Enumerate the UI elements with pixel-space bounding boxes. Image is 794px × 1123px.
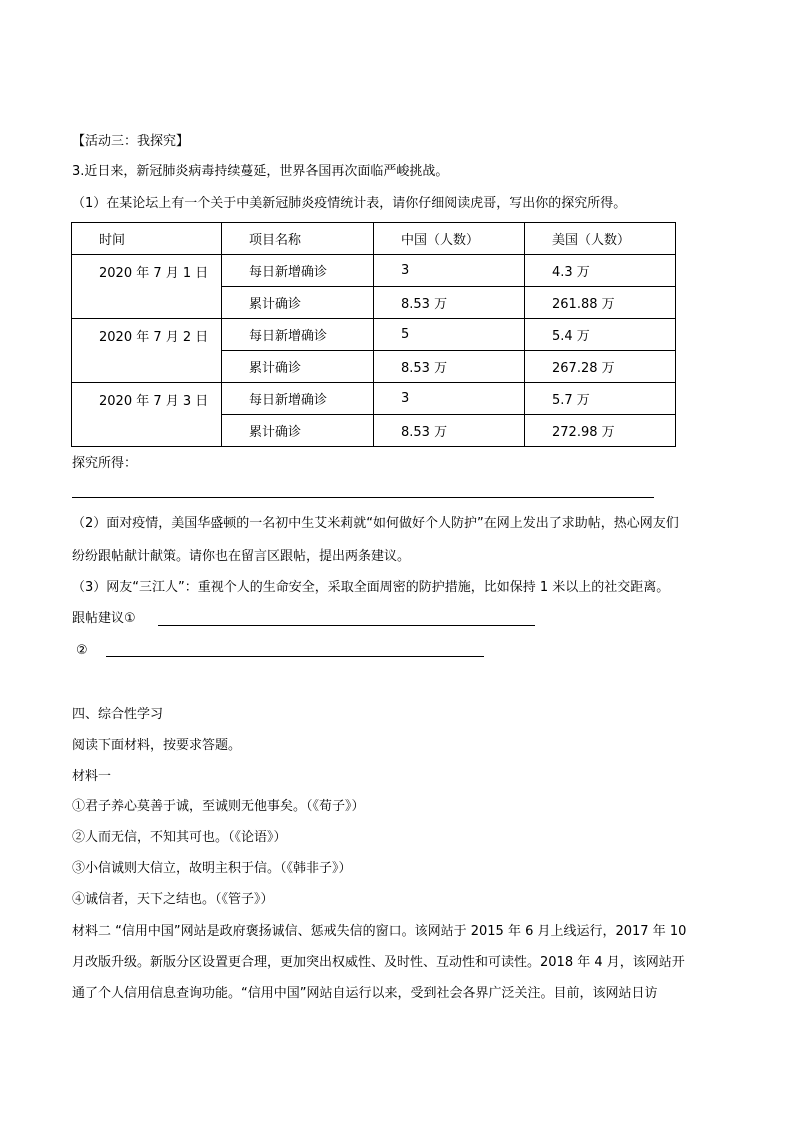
usa-cell: 267.28 万	[525, 351, 676, 383]
usa-cell: 272.98 万	[525, 415, 676, 447]
follow-suggestion-label: 跟帖建议①	[72, 611, 136, 626]
china-cell: 8.53 万	[374, 287, 525, 319]
header-item: 项目名称	[222, 223, 374, 255]
date-cell: 2020 年 7 月 1 日	[72, 255, 222, 319]
china-cell: 3	[374, 255, 525, 287]
suggestion-1-answer-line[interactable]	[158, 625, 535, 626]
china-cell: 8.53 万	[374, 415, 525, 447]
usa-cell: 5.4 万	[525, 319, 676, 351]
suggestion-2-answer-line[interactable]	[106, 656, 484, 657]
table-header-row	[72, 223, 676, 255]
epidemic-stats-table	[71, 222, 676, 447]
item-cell: 每日新增确诊	[222, 383, 374, 415]
quote-2: ②人而无信，不知其可也。（《论语》）	[72, 830, 287, 845]
date-cell: 2020 年 7 月 3 日	[72, 383, 222, 447]
question-3-part-2-line-2: 纷纷跟帖献计献策。请你也在留言区跟帖，提出两条建议。	[72, 549, 411, 564]
item-cell: 累计确诊	[222, 351, 374, 383]
material-2-line-2: 月改版升级。新版分区设置更合理，更加突出权威性、及时性、互动性和可读性。2018 年 4 月，该网站开	[72, 955, 685, 970]
material-2-line-3: 通了个人信用信息查询功能。“信用中国”网站自运行以来，受到社会各界广泛关注。目前，该网站日访	[72, 986, 658, 1001]
section-4-title: 四、综合性学习	[72, 707, 164, 722]
suggestion-2-marker: ②	[76, 643, 88, 658]
china-cell: 8.53 万	[374, 351, 525, 383]
table-row	[72, 255, 676, 287]
table-row	[72, 383, 676, 415]
quote-4: ④诚信者，天下之结也。（《管子》）	[72, 892, 274, 907]
question-3-intro: 3.近日来，新冠肺炎病毒持续蔓延，世界各国再次面临严峻挑战。	[72, 164, 449, 179]
usa-cell: 5.7 万	[525, 383, 676, 415]
section-4-instruction: 阅读下面材料，按要求答题。	[72, 738, 242, 753]
findings-label: 探究所得：	[72, 456, 138, 471]
material-1-label: 材料一	[72, 769, 112, 784]
header-china: 中国（人数）	[374, 223, 525, 255]
china-cell: 5	[374, 319, 525, 351]
header-time: 时间	[72, 223, 222, 255]
question-3-part-2-line-1: （2）面对疫情，美国华盛顿的一名初中生艾米莉就“如何做好个人防护”在网上发出了求助帖，热心网友们	[72, 516, 679, 531]
question-3-part-1: （1）在某论坛上有一个关于中美新冠肺炎疫情统计表，请你仔细阅读虎哥，写出你的探究所得。	[72, 196, 627, 211]
material-2-line-1: 材料二 “信用中国”网站是政府褒扬诚信、惩戒失信的窗口。该网站于 2015 年 6 月上线运行，2017 年 10	[72, 924, 687, 939]
quote-3: ③小信诚则大信立，故明主积于信。（《韩非子》）	[72, 861, 352, 876]
usa-cell: 4.3 万	[525, 255, 676, 287]
question-3-part-3: （3）网友“三江人”：重视个人的生命安全，采取全面周密的防护措施，比如保持 1 米以上的社交距离。	[72, 580, 670, 595]
header-usa: 美国（人数）	[525, 223, 676, 255]
item-cell: 累计确诊	[222, 287, 374, 319]
activity-header: 【活动三：我探究】	[72, 134, 190, 149]
item-cell: 每日新增确诊	[222, 255, 374, 287]
date-cell: 2020 年 7 月 2 日	[72, 319, 222, 383]
item-cell: 每日新增确诊	[222, 319, 374, 351]
quote-1: ①君子养心莫善于诚，至诚则无他事矣。（《荀子》）	[72, 799, 365, 814]
table-row	[72, 319, 676, 351]
china-cell: 3	[374, 383, 525, 415]
usa-cell: 261.88 万	[525, 287, 676, 319]
findings-answer-line[interactable]	[72, 497, 654, 498]
item-cell: 累计确诊	[222, 415, 374, 447]
